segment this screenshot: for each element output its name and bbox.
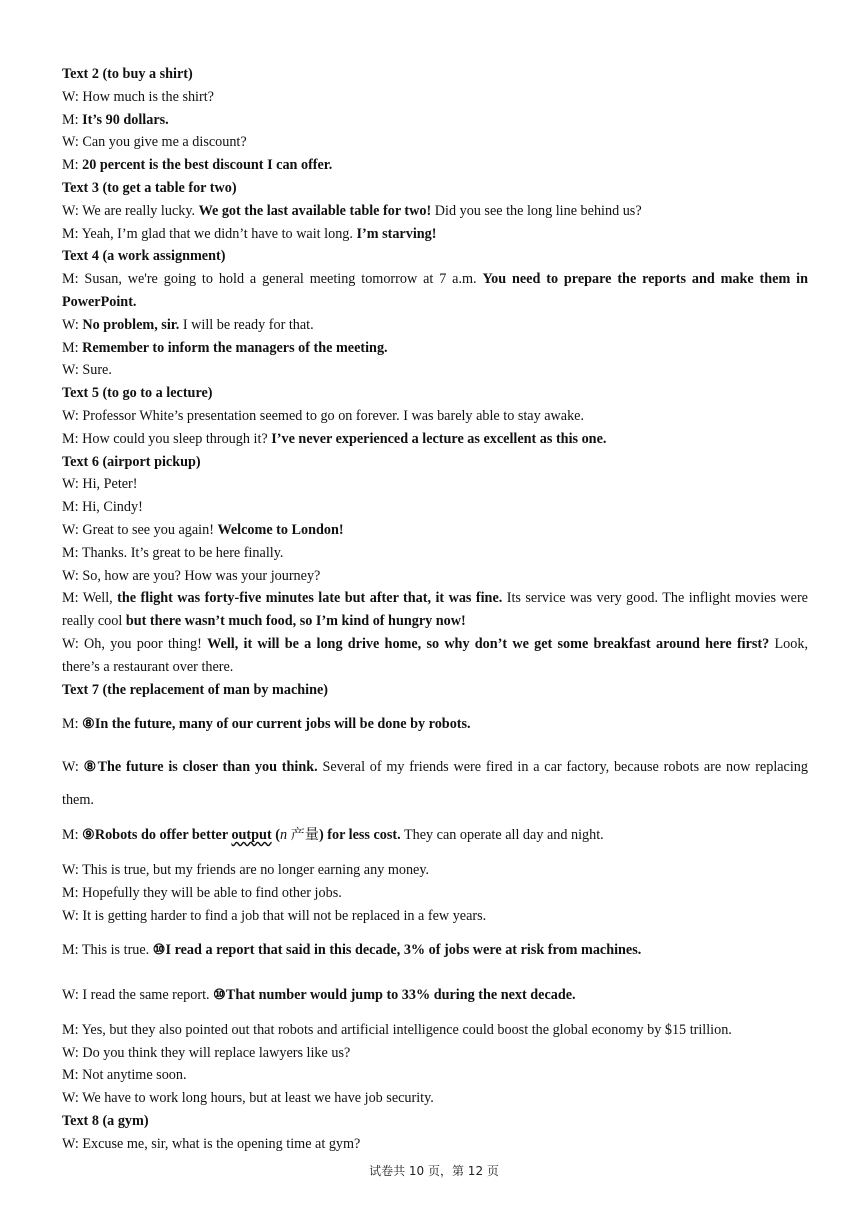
dialogue-line: W: It is getting harder to find a job that will not be replaced in a few years. <box>62 907 487 924</box>
vocab-underline: output <box>231 827 272 844</box>
dialogue-line: M: ⑨Robots do offer better output (n 产量) for less cost. They can operate all day and night. <box>62 827 604 844</box>
dialogue-line: W: We have to work long hours, but at least we have job security. <box>62 1090 434 1107</box>
dialogue-line: W: ⑧The future is closer than you think. Several of my friends were fired in a car factory, because robots are now replacing them. <box>62 759 808 809</box>
dialogue-line: W: We are really lucky. We got the last available table for two! Did you see the long line behind us? <box>62 202 642 219</box>
dialogue-line: M: ⑧In the future, many of our current jobs will be done by robots. <box>62 716 471 733</box>
dialogue-line: W: This is true, but my friends are no longer earning any money. <box>62 861 430 878</box>
dialogue-line: M: Yes, but they also pointed out that robots and artificial intelligence could boost the global economy by $15 trillion. <box>62 1021 732 1038</box>
section-title-text-5: Text 5 (to go to a lecture) <box>62 385 213 402</box>
dialogue-line: M: Not anytime soon. <box>62 1067 187 1084</box>
dialogue-line: W: No problem, sir. I will be ready for that. <box>62 316 314 333</box>
dialogue-line: W: Great to see you again! Welcome to London! <box>62 521 344 538</box>
section-title-text-2: Text 2 (to buy a shirt) <box>62 66 193 82</box>
page-footer: 试卷共 10 页，第 12 页 <box>369 1164 499 1178</box>
section-title-text-7: Text 7 (the replacement of man by machine) <box>62 681 328 698</box>
transcript-body <box>62 63 808 1156</box>
section-title-text-3: Text 3 (to get a table for two) <box>62 179 237 196</box>
dialogue-line: W: I read the same report. ⑩That number would jump to 33% during the next decade. <box>62 987 576 1004</box>
question-marker: ⑨ <box>82 827 95 844</box>
dialogue-line: W: Professor White’s presentation seemed to go on forever. I was barely able to stay awake. <box>62 407 585 424</box>
question-marker: ⑧ <box>83 759 98 776</box>
dialogue-line: M: How could you sleep through it? I’ve never experienced a lecture as excellent as this one. <box>62 430 607 447</box>
question-marker: ⑧ <box>82 716 95 733</box>
dialogue-line: W: Sure. <box>62 362 112 379</box>
dialogue-line: M: This is true. ⑩I read a report that said in this decade, 3% of jobs were at risk from machines. <box>62 942 642 959</box>
dialogue-line: W: Can you give me a discount? <box>62 134 247 151</box>
dialogue-line: W: Hi, Peter! <box>62 476 138 493</box>
section-title-text-8: Text 8 (a gym) <box>62 1113 149 1130</box>
dialogue-line: W: So, how are you? How was your journey? <box>62 567 321 584</box>
dialogue-line: W: Oh, you poor thing! Well, it will be a long drive home, so why don’t we get some breakfast around here first? Look, there’s a restaurant over there. <box>62 635 808 675</box>
dialogue-line: M: Susan, we're going to hold a general meeting tomorrow at 7 a.m. You need to prepare the reports and make them in PowerPoint. <box>62 271 808 310</box>
dialogue-line: M: 20 percent is the best discount I can offer. <box>62 157 333 174</box>
question-marker: ⑩ <box>213 987 226 1004</box>
section-title-text-4: Text 4 (a work assignment) <box>62 248 226 265</box>
section-title-text-6: Text 6 (airport pickup) <box>62 453 201 470</box>
dialogue-line: W: Do you think they will replace lawyers like us? <box>62 1044 351 1061</box>
dialogue-line: M: Hopefully they will be able to find other jobs. <box>62 884 342 901</box>
dialogue-line: M: Well, the flight was forty-five minutes late but after that, it was fine. Its service was very good. The inflight movies were really cool but there wasn’t much food, so I’m kind of hungry now! <box>62 590 808 630</box>
dialogue-line: M: Yeah, I’m glad that we didn’t have to wait long. I’m starving! <box>62 225 437 242</box>
dialogue-line: M: Thanks. It’s great to be here finally. <box>62 544 284 561</box>
dialogue-line: M: It’s 90 dollars. <box>62 111 169 128</box>
dialogue-line: W: Excuse me, sir, what is the opening time at gym? <box>62 1135 361 1152</box>
dialogue-line: M: Remember to inform the managers of the meeting. <box>62 339 388 356</box>
dialogue-line: W: How much is the shirt? <box>62 88 214 105</box>
dialogue-line: M: Hi, Cindy! <box>62 499 143 516</box>
question-marker: ⑩ <box>152 942 166 959</box>
